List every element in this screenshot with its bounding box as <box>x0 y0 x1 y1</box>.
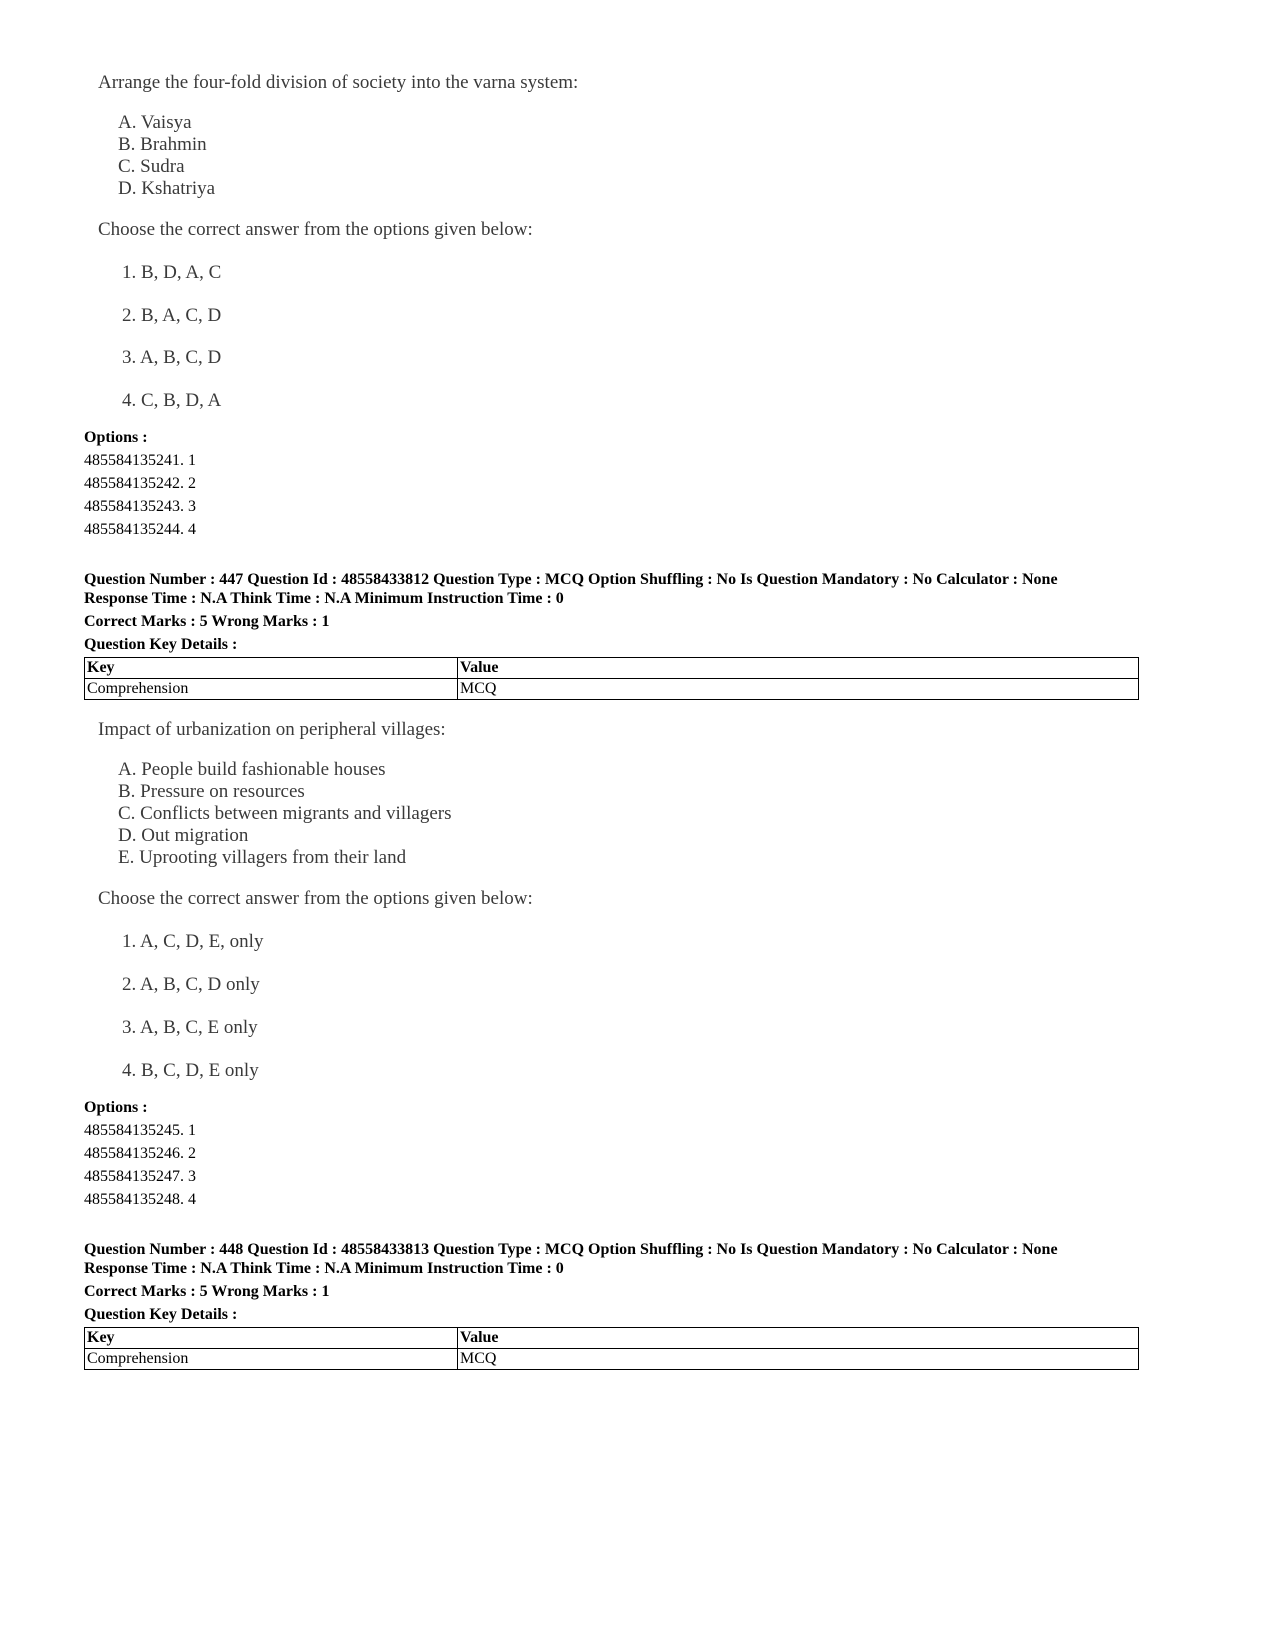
table-cell-value: MCQ <box>458 679 1139 700</box>
answer-choice: 1. B, D, A, C <box>122 262 222 283</box>
choose-instruction: Choose the correct answer from the options given below: <box>98 219 533 240</box>
table-header-key: Key <box>85 1328 458 1349</box>
table-header-key: Key <box>85 658 458 679</box>
answer-choice: 2. A, B, C, D only <box>122 974 260 995</box>
question-item: E. Uprooting villagers from their land <box>118 847 407 868</box>
key-details-label: Question Key Details : <box>84 1306 238 1323</box>
option-id: 485584135241. 1 <box>84 452 196 469</box>
table-header-row <box>85 658 1139 679</box>
question-timing: Response Time : N.A Think Time : N.A Minimum Instruction Time : 0 <box>84 590 564 607</box>
question-meta: Question Number : 448 Question Id : 48558433813 Question Type : MCQ Option Shuffling : No Is Question Mandatory : No Calculator : None <box>84 1241 1058 1258</box>
key-details-table <box>84 1327 1139 1370</box>
option-id: 485584135246. 2 <box>84 1145 196 1162</box>
table-cell-key: Comprehension <box>85 679 458 700</box>
question-item: D. Out migration <box>118 825 249 846</box>
option-id: 485584135248. 4 <box>84 1191 196 1208</box>
question-text: Arrange the four-fold division of society into the varna system: <box>98 72 579 93</box>
question-marks: Correct Marks : 5 Wrong Marks : 1 <box>84 1283 330 1300</box>
question-item: C. Sudra <box>118 156 185 177</box>
question-item: A. People build fashionable houses <box>118 759 386 780</box>
option-id: 485584135244. 4 <box>84 521 196 538</box>
answer-choice: 4. C, B, D, A <box>122 390 222 411</box>
question-item: D. Kshatriya <box>118 178 216 199</box>
options-label: Options : <box>84 429 148 446</box>
option-id: 485584135242. 2 <box>84 475 196 492</box>
question-item: C. Conflicts between migrants and villagers <box>118 803 452 824</box>
question-item: B. Brahmin <box>118 134 207 155</box>
choose-instruction: Choose the correct answer from the options given below: <box>98 888 533 909</box>
option-id: 485584135247. 3 <box>84 1168 196 1185</box>
answer-choice: 4. B, C, D, E only <box>122 1060 259 1081</box>
answer-choice: 3. A, B, C, D <box>122 347 222 368</box>
table-header-value: Value <box>458 658 1139 679</box>
question-item: A. Vaisya <box>118 112 192 133</box>
table-row <box>85 1349 1139 1370</box>
table-cell-key: Comprehension <box>85 1349 458 1370</box>
question-timing: Response Time : N.A Think Time : N.A Minimum Instruction Time : 0 <box>84 1260 564 1277</box>
answer-choice: 3. A, B, C, E only <box>122 1017 258 1038</box>
key-details-table <box>84 657 1139 700</box>
question-marks: Correct Marks : 5 Wrong Marks : 1 <box>84 613 330 630</box>
question-text: Impact of urbanization on peripheral villages: <box>98 719 446 740</box>
answer-choice: 1. A, C, D, E, only <box>122 931 264 952</box>
table-row <box>85 679 1139 700</box>
table-header-row <box>85 1328 1139 1349</box>
table-header-value: Value <box>458 1328 1139 1349</box>
question-item: B. Pressure on resources <box>118 781 305 802</box>
answer-choice: 2. B, A, C, D <box>122 305 222 326</box>
key-details-label: Question Key Details : <box>84 636 238 653</box>
table-cell-value: MCQ <box>458 1349 1139 1370</box>
option-id: 485584135243. 3 <box>84 498 196 515</box>
question-meta: Question Number : 447 Question Id : 48558433812 Question Type : MCQ Option Shuffling : No Is Question Mandatory : No Calculator : None <box>84 571 1058 588</box>
option-id: 485584135245. 1 <box>84 1122 196 1139</box>
options-label: Options : <box>84 1099 148 1116</box>
